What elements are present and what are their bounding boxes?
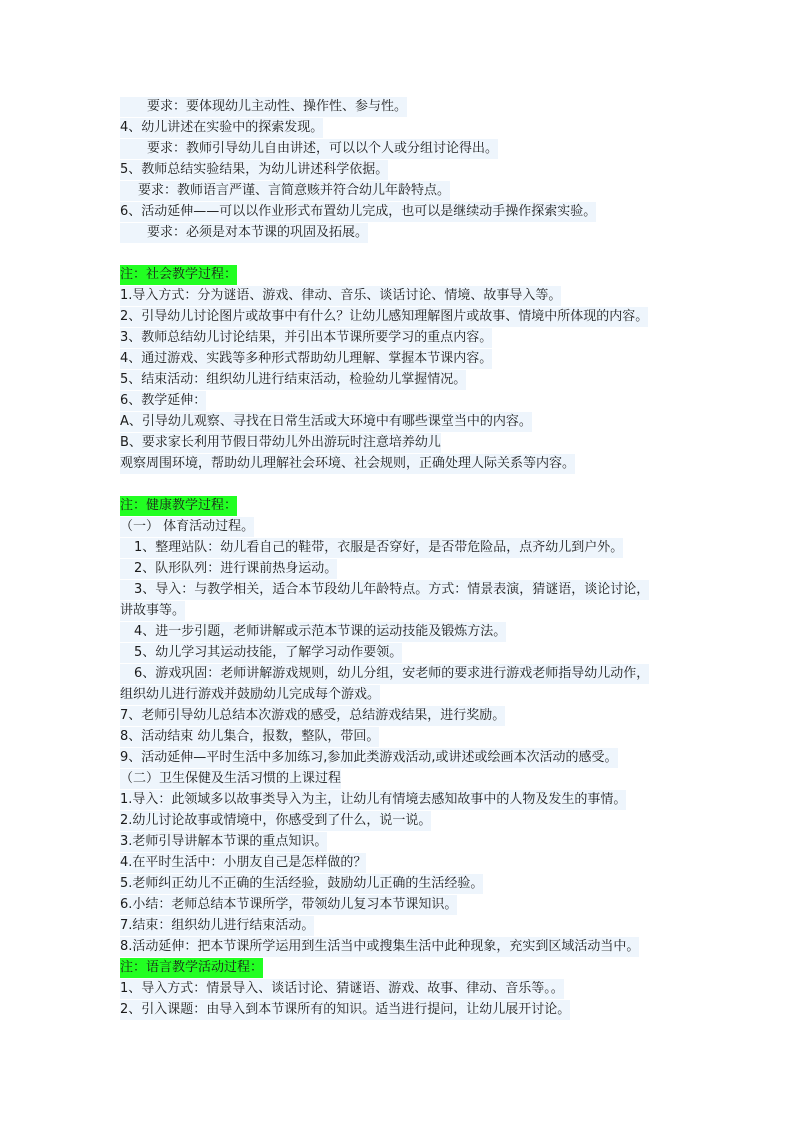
pe-step-6: 6、游戏巩固：老师讲解游戏规则，幼儿分组，安老师的要求进行游戏老师指导幼儿动作， bbox=[120, 664, 649, 684]
language-heading: 注：语言教学活动过程： bbox=[120, 958, 263, 978]
pe-step-3-cont: 讲故事等。 bbox=[120, 601, 185, 621]
pe-step-5: 5、幼儿学习其运动技能，了解学习动作要领。 bbox=[120, 643, 402, 663]
hygiene-step-8: 8.活动延伸：把本节课所学运用到生活当中或搜集生活中此种现象，充实到区域活动当中。 bbox=[120, 937, 639, 957]
pe-step-4: 4、进一步引题，老师讲解或示范本节课的运动技能及锻炼方法。 bbox=[120, 622, 506, 642]
pe-step-9: 9、活动延伸—平时生活中多加练习,参加此类游戏活动,或讲述或绘画本次活动的感受。 bbox=[120, 748, 618, 768]
language-step-1: 1、导入方式：情景导入、谈话讨论、猜谜语、游戏、故事、律动、音乐等。。 bbox=[120, 979, 564, 999]
science-step-4: 4、幼儿讲述在实验中的探索发现。 bbox=[120, 118, 323, 138]
social-step-3: 3、教师总结幼儿讨论结果，并引出本节课所要学习的重点内容。 bbox=[120, 328, 492, 348]
social-step-2: 2、引导幼儿讨论图片或故事中有什么？让幼儿感知理解图片或故事、情境中所体现的内容。 bbox=[120, 307, 648, 327]
pe-step-1: 1、整理站队：幼儿看自己的鞋带，衣服是否穿好，是否带危险品，点齐幼儿到户外。 bbox=[120, 538, 623, 558]
hygiene-step-2: 2.幼儿讨论故事或情境中，你感受到了什么，说一说。 bbox=[120, 811, 431, 831]
language-step-2: 2、引入课题：由导入到本节课所有的知识。适当进行提问，让幼儿展开讨论。 bbox=[120, 1000, 570, 1020]
social-extension-b-cont: 观察周围环境，帮助幼儿理解社会环境、社会规则，正确处理人际关系等内容。 bbox=[120, 454, 575, 474]
science-requirement-2: 要求：教师引导幼儿自由讲述，可以以个人或分组讨论得出。 bbox=[120, 139, 498, 159]
pe-step-2: 2、队形队列：进行课前热身运动。 bbox=[120, 559, 337, 579]
social-step-1: 1.导入方式：分为谜语、游戏、律动、音乐、谈话讨论、情境、故事导入等。 bbox=[120, 286, 561, 306]
social-step-4: 4、通过游戏、实践等多种形式帮助幼儿理解、掌握本节课内容。 bbox=[120, 349, 492, 369]
hygiene-step-7: 7.结束：组织幼儿进行结束活动。 bbox=[120, 916, 314, 936]
hygiene-step-5: 5.老师纠正幼儿不正确的生活经验，鼓励幼儿正确的生活经验。 bbox=[120, 874, 483, 894]
health-subheading-pe: （一） 体育活动过程。 bbox=[120, 517, 254, 537]
pe-step-6-cont: 组织幼儿进行游戏并鼓励幼儿完成每个游戏。 bbox=[120, 685, 380, 705]
hygiene-step-6: 6.小结：老师总结本节课所学，带领幼儿复习本节课知识。 bbox=[120, 895, 457, 915]
social-step-6: 6、教学延伸： bbox=[120, 391, 206, 411]
hygiene-step-3: 3.老师引导讲解本节课的重点知识。 bbox=[120, 832, 327, 852]
science-requirement-4: 要求：必须是对本节课的巩固及拓展。 bbox=[120, 223, 368, 243]
pe-step-8: 8、活动结束 幼儿集合，报数，整队，带回。 bbox=[120, 727, 379, 747]
hygiene-step-4: 4.在平时生活中：小朋友自己是怎样做的？ bbox=[120, 853, 366, 873]
health-subheading-hygiene: （二）卫生保健及生活习惯的上课过程 bbox=[120, 769, 341, 789]
social-heading: 注：社会教学过程： bbox=[120, 265, 237, 285]
science-requirement-1: 要求：要体现幼儿主动性、操作性、参与性。 bbox=[120, 97, 407, 117]
science-requirement-3: 要求：教师语言严谨、言简意赅并符合幼儿年龄特点。 bbox=[120, 181, 450, 201]
health-heading: 注：健康教学过程： bbox=[120, 496, 237, 516]
science-step-5: 5、教师总结实验结果，为幼儿讲述科学依据。 bbox=[120, 160, 388, 180]
pe-step-3: 3、导入：与教学相关，适合本节段幼儿年龄特点。方式：情景表演，猜谜语，谈论讨论， bbox=[120, 580, 649, 600]
social-extension-b: B、要求家长利用节假日带幼儿外出游玩时注意培养幼儿 bbox=[120, 433, 441, 453]
pe-step-7: 7、老师引导幼儿总结本次游戏的感受，总结游戏结果，进行奖励。 bbox=[120, 706, 505, 726]
social-step-5: 5、结束活动：组织幼儿进行结束活动，检验幼儿掌握情况。 bbox=[120, 370, 466, 390]
social-extension-a: A、引导幼儿观察、寻找在日常生活或大环境中有哪些课堂当中的内容。 bbox=[120, 412, 532, 432]
hygiene-step-1: 1.导入：此领域多以故事类导入为主，让幼儿有情境去感知故事中的人物及发生的事情。 bbox=[120, 790, 626, 810]
science-step-6: 6、活动延伸——可以以作业形式布置幼儿完成，也可以是继续动手操作探索实验。 bbox=[120, 202, 596, 222]
